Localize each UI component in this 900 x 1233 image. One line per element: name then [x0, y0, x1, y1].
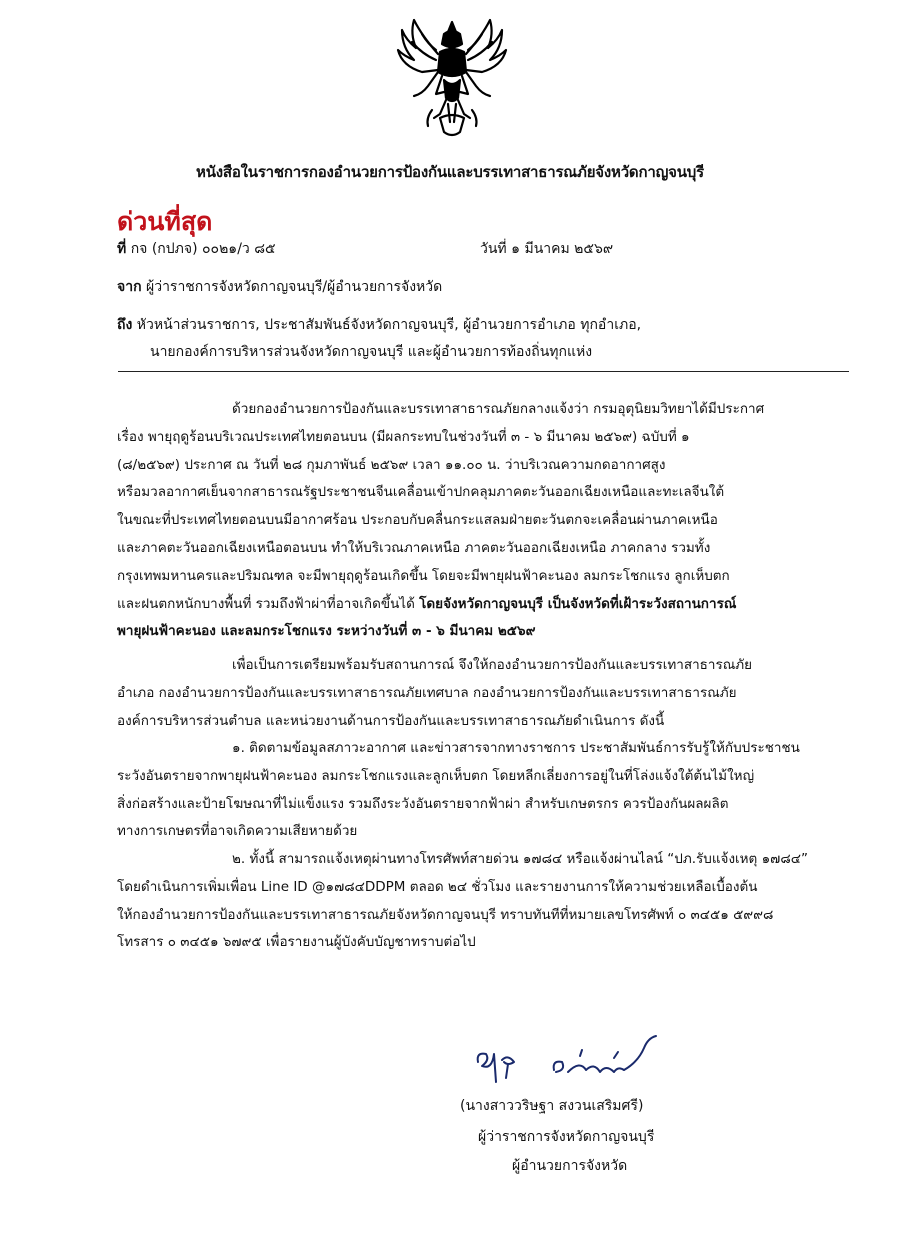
para1-line: หรือมวลอากาศเย็นจากสาธารณรัฐประชาชนจีนเคลื่อนเข้าปกคลุมภาคตะวันออกเฉียงเหนือและทะเลจีนใต้	[117, 484, 725, 501]
from-line	[117, 276, 442, 298]
signer-name: (นางสาววริษฐา สงวนเสริมศรี)	[460, 1098, 644, 1114]
para1-line: ด้วยกองอำนวยการป้องกันและบรรเทาสาธารณภัยกลางแจ้งว่า กรมอุตุนิยมวิทยาได้มีประกาศ	[232, 401, 765, 417]
to-line-2: นายกองค์การบริหารส่วนจังหวัดกาญจนบุรี และผู้อำนวยการท้องถิ่นทุกแห่ง	[150, 344, 593, 360]
para1-line: และภาคตะวันออกเฉียงเหนือตอนบน ทำให้บริเวณภาคเหนือ ภาคตะวันออกเฉียงเหนือ ภาคกลาง รวมทั้ง	[117, 539, 711, 556]
item1-line: ระวังอันตรายจากพายุฝนฟ้าคะนอง ลมกระโชกแรงและลูกเห็บตก โดยหลีกเลี่ยงการอยู่ในที่โล่งแจ้งใต้ต้นไม้ใหญ่	[117, 767, 755, 784]
signer-position-1: ผู้ว่าราชการจังหวัดกาญจนบุรี	[478, 1129, 655, 1145]
item2-line: โทรสาร ๐ ๓๔๕๑ ๖๗๙๕ เพื่อรายงานผู้บังคับบัญชาทราบต่อไป	[117, 934, 476, 951]
date-line	[480, 238, 613, 260]
item2-line: ให้กองอำนวยการป้องกันและบรรเทาสาธารณภัยจังหวัดกาญจนบุรี ทราบทันทีที่หมายเลขโทรศัพท์ ๐ ๓๔๕๑ ๕๙๙๘	[117, 906, 774, 923]
signer-position-2: ผู้อำนวยการจังหวัด	[512, 1158, 628, 1174]
date-label: วันที่	[480, 241, 507, 257]
paragraph-1	[117, 396, 764, 646]
garuda-emblem-icon	[392, 14, 512, 142]
para1-line: กรุงเทพมหานครและปริมณฑล จะมีพายุฤดูร้อนเกิดขึ้น โดยจะมีพายุฝนฟ้าคะนอง ลมกระโชกแรง ลูกเห็บตก	[117, 567, 730, 584]
item2-line: โดยดำเนินการเพิ่มเพื่อน Line ID @๑๗๘๔DDPM ตลอด ๒๔ ชั่วโมง และรายงานการให้ความช่วยเหลือเบื้องต้น	[117, 878, 758, 895]
from-value: ผู้ว่าราชการจังหวัดกาญจนบุรี/ผู้อำนวยการจังหวัด	[146, 279, 443, 295]
para1-line8-normal: และฝนตกหนักบางพื้นที่ รวมถึงฟ้าผ่าที่อาจเกิดขึ้นได้	[117, 595, 420, 612]
item-2	[117, 846, 808, 957]
para2-line: อำเภอ กองอำนวยการป้องกันและบรรเทาสาธารณภัยเทศบาล กองอำนวยการป้องกันและบรรเทาสาธารณภัย	[117, 684, 737, 701]
from-label: จาก	[117, 279, 142, 295]
to-line-1	[117, 314, 641, 336]
handwritten-signature-icon	[468, 1032, 668, 1090]
para1-line: เรื่อง พายุฤดูร้อนบริเวณประเทศไทยตอนบน (มีผลกระทบในช่วงวันที่ ๓ - ๖ มีนาคม ๒๕๖๙) ฉบับที่ ๑	[117, 428, 690, 445]
ref-label: ที่	[117, 241, 127, 257]
date-value: ๑ มีนาคม ๒๕๖๙	[511, 241, 614, 257]
para1-line: ในขณะที่ประเทศไทยตอนบนมีอากาศร้อน ประกอบกับคลื่นกระแสลมฝ่ายตะวันตกจะเคลื่อนผ่านภาคเหนือ	[117, 512, 718, 529]
para1-line8-bold: โดยจังหวัดกาญจนบุรี เป็นจังหวัดที่เฝ้าระวังสถานการณ์	[419, 595, 737, 612]
to-label: ถึง	[117, 317, 133, 333]
para1-line: พายุฝนฟ้าคะนอง และลมกระโชกแรง ระหว่างวันที่ ๓ - ๖ มีนาคม ๒๕๖๙	[117, 623, 536, 640]
item2-line: ๒. ทั้งนี้ สามารถแจ้งเหตุผ่านทางโทรศัพท์สายด่วน ๑๗๘๔ หรือแจ้งผ่านไลน์ “ปภ.รับแจ้งเหตุ ๑๗๘๔”	[232, 851, 808, 867]
document-title: หนังสือในราชการกองอำนวยการป้องกันและบรรเทาสาธารณภัยจังหวัดกาญจนบุรี	[196, 163, 704, 181]
para1-line	[117, 591, 764, 619]
header-divider	[118, 371, 849, 372]
para1-line: (๘/๒๕๖๙) ประกาศ ณ วันที่ ๒๘ กุมภาพันธ์ ๒๕๖๙ เวลา ๑๑.๐๐ น. ว่าบริเวณความกดอากาศสูง	[117, 456, 666, 473]
paragraph-2	[117, 652, 752, 735]
reference-line	[117, 238, 276, 260]
ref-value: กจ (กปภจ) ๐๐๒๑/ว ๘๕	[130, 241, 276, 257]
to-value-1: หัวหน้าส่วนราชการ, ประชาสัมพันธ์จังหวัดกาญจนบุรี, ผู้อำนวยการอำเภอ ทุกอำเภอ,	[136, 317, 642, 333]
urgency-label: ด่วนที่สุด	[117, 207, 213, 236]
para2-line: องค์การบริหารส่วนตำบล และหน่วยงานด้านการป้องกันและบรรเทาสาธารณภัยดำเนินการ ดังนี้	[117, 712, 665, 729]
para2-line: เพื่อเป็นการเตรียมพร้อมรับสถานการณ์ จึงให้กองอำนวยการป้องกันและบรรเทาสาธารณภัย	[232, 657, 753, 673]
item-1	[117, 735, 800, 846]
item1-line: ๑. ติดตามข้อมูลสภาวะอากาศ และข่าวสารจากทางราชการ ประชาสัมพันธ์การรับรู้ให้กับประชาชน	[232, 740, 800, 756]
item1-line: ทางการเกษตรที่อาจเกิดความเสียหายด้วย	[117, 823, 358, 840]
item1-line: สิ่งก่อสร้างและป้ายโฆษณาที่ไม่แข็งแรง รวมถึงระวังอันตรายจากฟ้าผ่า สำหรับเกษตรกร ควรป้องกันผลผลิต	[117, 795, 729, 812]
